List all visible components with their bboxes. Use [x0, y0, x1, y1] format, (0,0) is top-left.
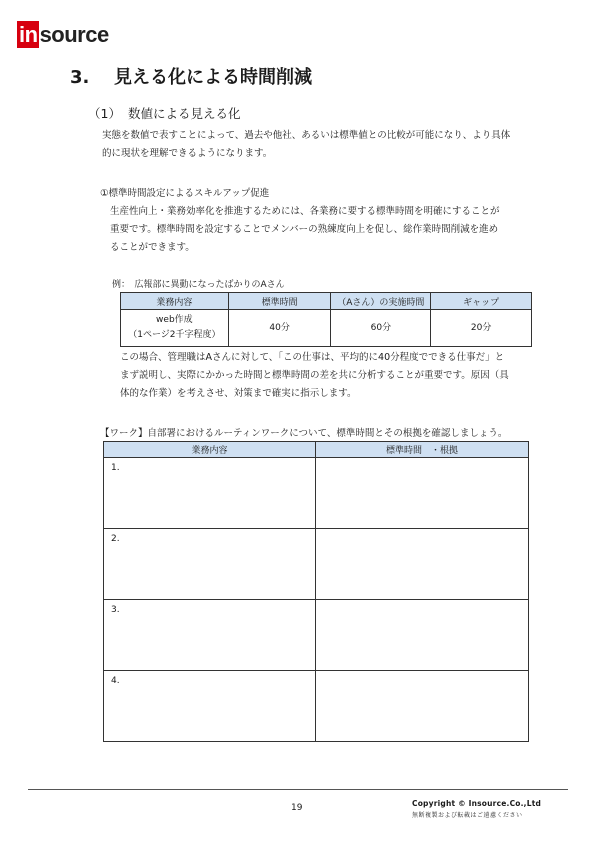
- work-row-number: 1.: [111, 463, 120, 473]
- section-heading: [70, 63, 312, 89]
- work-header-cell: 業務内容: [104, 442, 316, 458]
- example-table: [120, 292, 532, 347]
- work-header-cell: 標準時間 ・根拠: [316, 442, 529, 458]
- work-standard-cell[interactable]: [316, 671, 529, 742]
- example-header-row: [121, 293, 532, 310]
- example-task-cell: [121, 310, 229, 347]
- work-task-cell[interactable]: [104, 458, 316, 529]
- example-standard-cell: 40分: [228, 310, 331, 347]
- work-row: [104, 600, 529, 671]
- subsection-number: （1）: [88, 106, 121, 121]
- logo-in: in: [19, 22, 38, 47]
- work-table: [103, 441, 529, 742]
- work-standard-cell[interactable]: [316, 458, 529, 529]
- work-row-number: 4.: [111, 676, 120, 686]
- reproduction-notice: 無断複製および転載はご遠慮ください: [412, 812, 523, 819]
- work-row: [104, 458, 529, 529]
- intro-line: 的に現状を理解できるようになります。: [102, 148, 273, 159]
- subsection-heading: [88, 104, 241, 122]
- item-line: 生産性向上・業務効率化を推進するためには、各業務に要する標準時間を明確にすることが: [110, 206, 500, 217]
- example-task-line: web作成: [156, 315, 193, 325]
- work-standard-cell[interactable]: [316, 600, 529, 671]
- work-task-cell[interactable]: [104, 529, 316, 600]
- example-actual-cell: 60分: [331, 310, 431, 347]
- example-row: [121, 310, 532, 347]
- section-number: 3.: [70, 67, 90, 88]
- subsection-title: 数値による見える化: [128, 106, 241, 121]
- work-row-number: 2.: [111, 534, 120, 544]
- example-header-cell: 業務内容: [121, 293, 229, 310]
- example-task-line: （1ページ2千字程度）: [128, 330, 221, 340]
- footer-divider: [28, 789, 568, 790]
- work-header-row: [104, 442, 529, 458]
- page-number: 19: [291, 803, 303, 813]
- work-standard-cell[interactable]: [316, 529, 529, 600]
- work-row-number: 3.: [111, 605, 120, 615]
- note-line: 体的な作業）を考えさせ、対策まで確実に指示します。: [120, 388, 357, 399]
- item-line: 重要です。標準時間を設定することでメンバーの熟練度向上を促し、総作業時間削減を進め: [110, 224, 499, 235]
- note-line: まず説明し、実際にかかった時間と標準時間の差を共に分析することが重要です。原因（具: [120, 370, 509, 381]
- example-label: 例： 広報部に異動になったばかりのAさん: [112, 280, 285, 290]
- section-title: 見える化による時間削減: [114, 67, 312, 88]
- logo-source: source: [39, 22, 109, 47]
- work-title: 【ワーク】自部署におけるルーティンワークについて、標準時間とその根拠を確認しましょう。: [100, 428, 508, 439]
- copyright: Copyright © Insource.Co.,Ltd: [412, 799, 542, 808]
- work-row: [104, 529, 529, 600]
- example-header-cell: （Aさん）の実施時間: [331, 293, 431, 310]
- example-header-cell: 標準時間: [228, 293, 331, 310]
- insource-logo: [17, 21, 109, 48]
- work-task-cell[interactable]: [104, 671, 316, 742]
- note-line: この場合、管理職はAさんに対して、「この仕事は、平均的に40分程度でできる仕事だ」と: [120, 352, 505, 363]
- example-header-cell: ギャップ: [431, 293, 532, 310]
- work-task-cell[interactable]: [104, 600, 316, 671]
- note-paragraph: [120, 349, 509, 403]
- work-row: [104, 671, 529, 742]
- intro-line: 実態を数値で表すことによって、過去や他社、あるいは標準値との比較が可能になり、より具体: [102, 130, 511, 141]
- item-line: ることができます。: [110, 242, 195, 253]
- example-gap-cell: 20分: [431, 310, 532, 347]
- item-paragraph: [110, 203, 500, 257]
- intro-paragraph: [102, 127, 510, 163]
- item-title: ①標準時間設定によるスキルアップ促進: [100, 188, 270, 199]
